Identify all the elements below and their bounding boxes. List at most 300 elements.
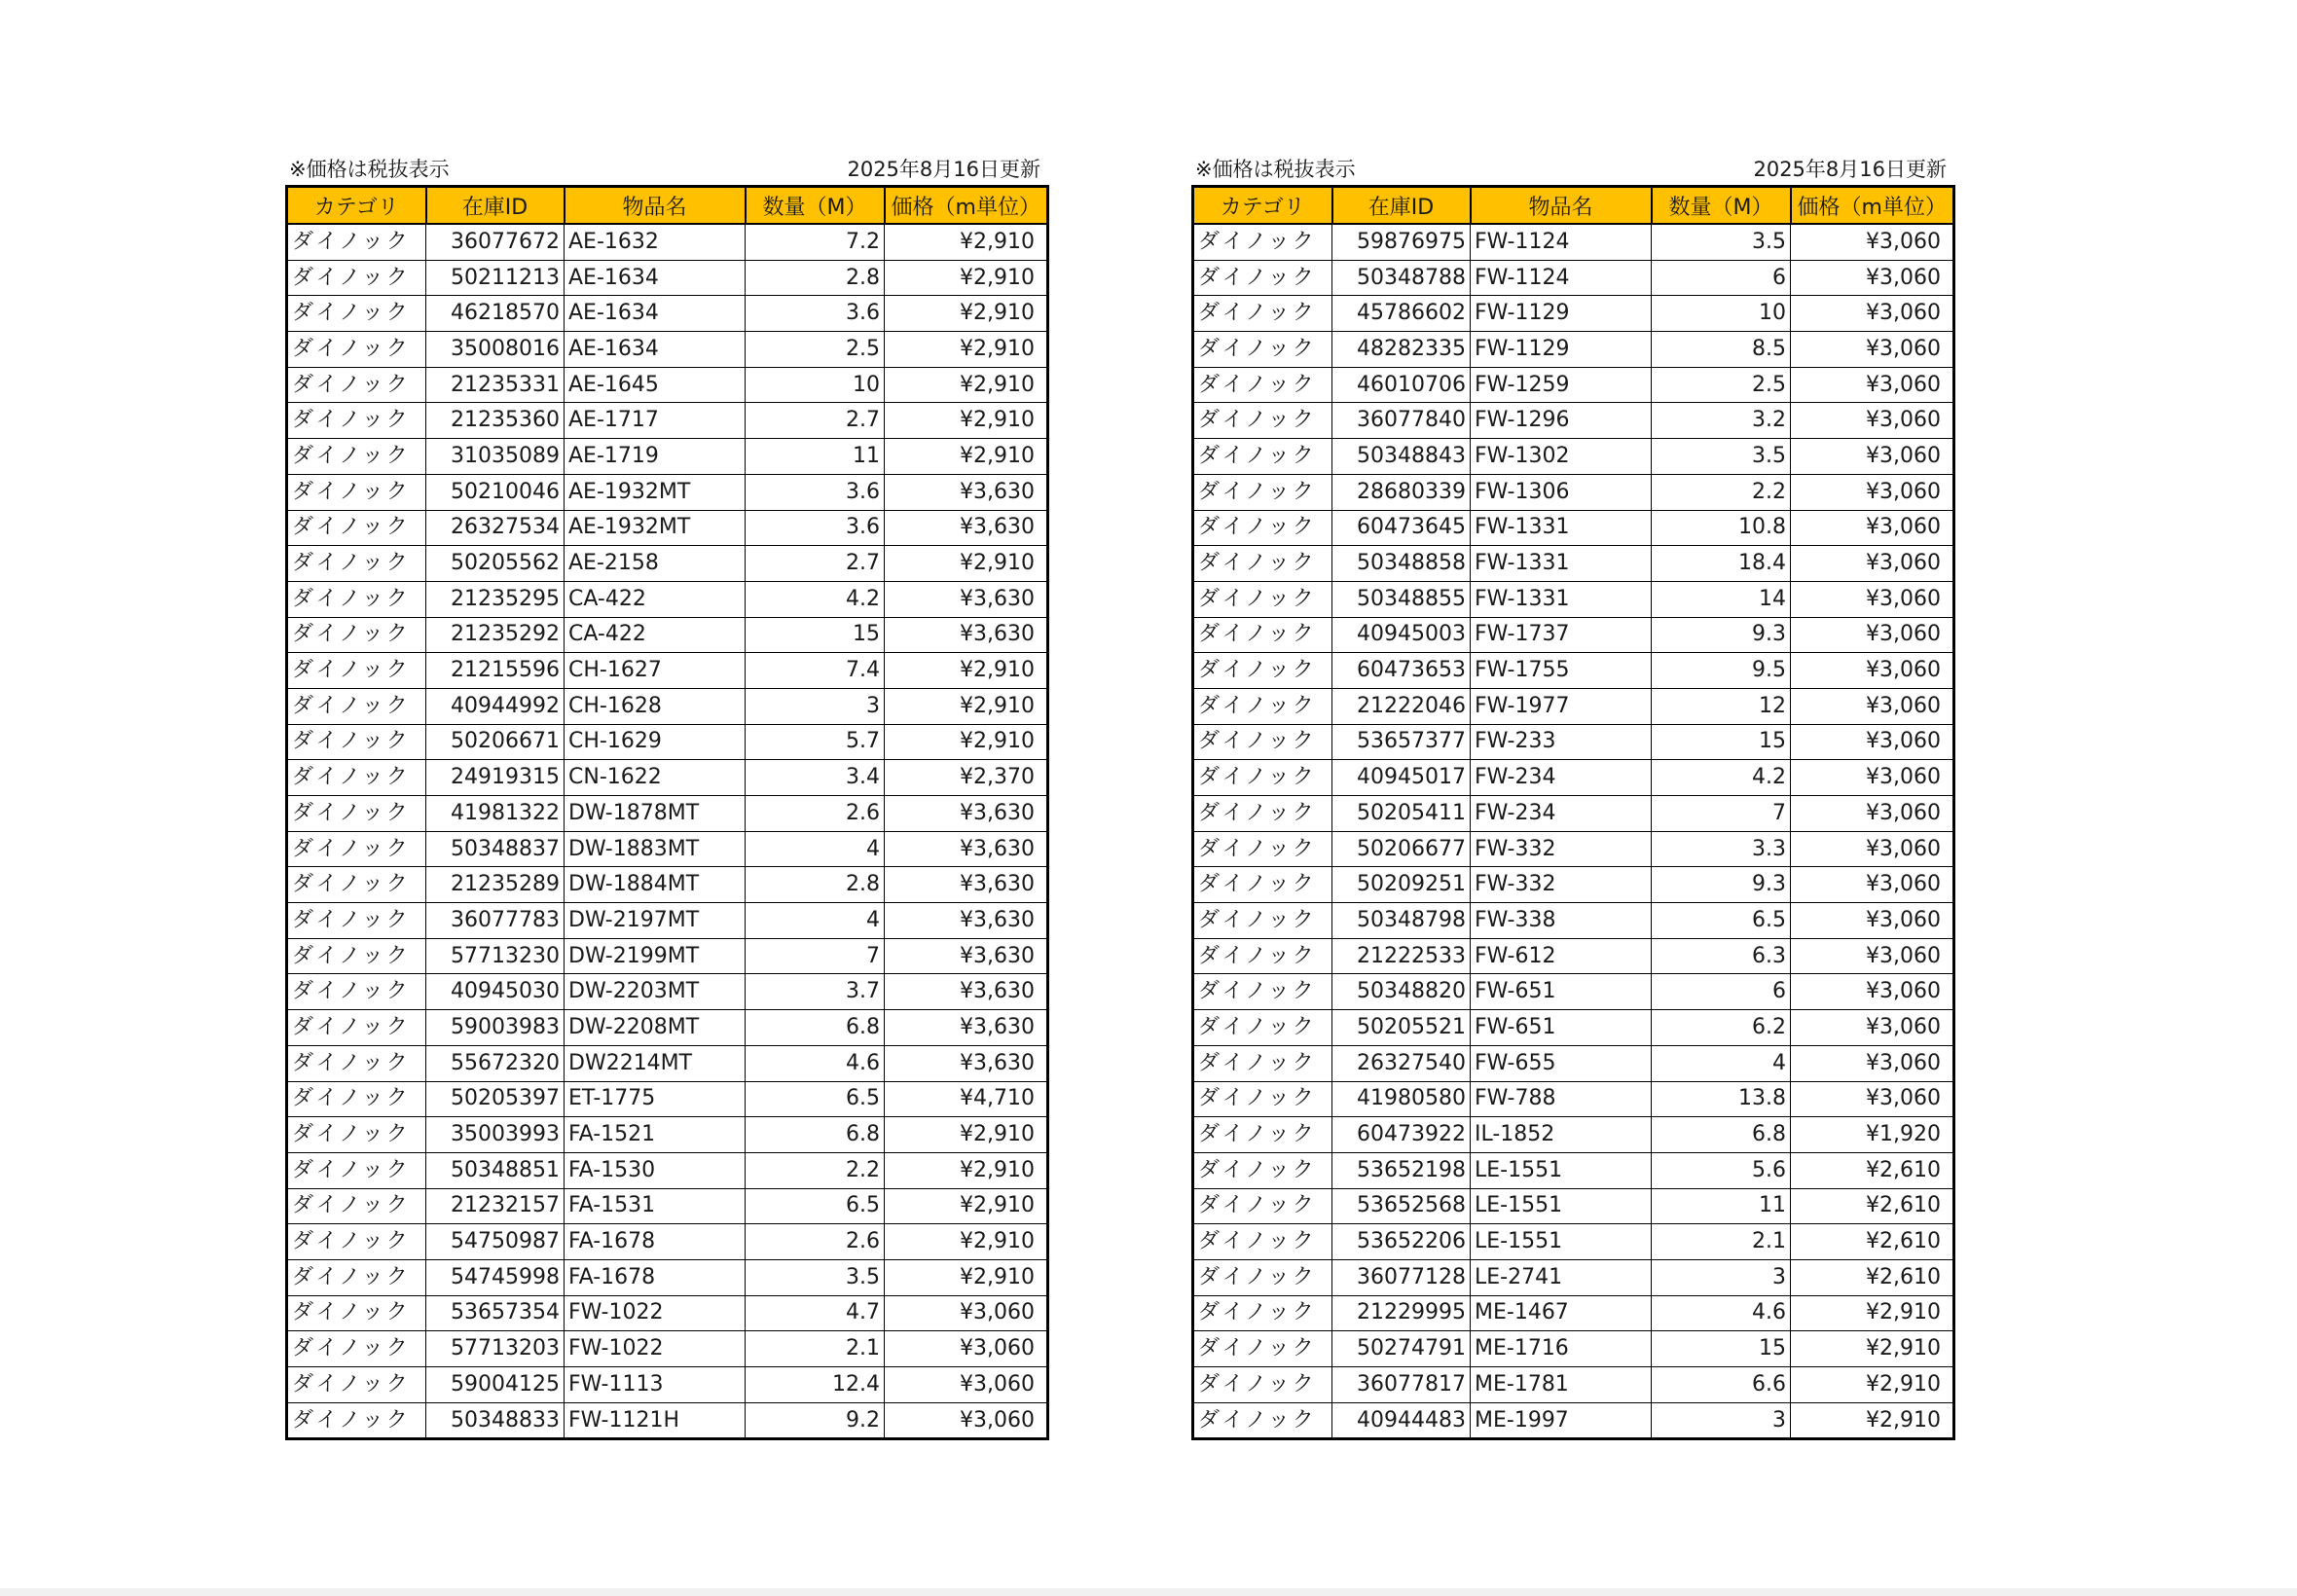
cell-item-name: FW-651 <box>1471 974 1652 1010</box>
cell-category: ダイノック <box>287 724 426 760</box>
cell-category: ダイノック <box>1193 367 1332 403</box>
cell-price: ¥3,060 <box>885 1331 1048 1367</box>
table-row <box>287 474 1048 510</box>
cell-quantity: 12.4 <box>746 1367 885 1403</box>
table-row <box>287 1259 1048 1295</box>
cell-price: ¥3,060 <box>885 1367 1048 1403</box>
cell-category: ダイノック <box>1193 1152 1332 1188</box>
cell-price: ¥2,910 <box>885 403 1048 439</box>
cell-price: ¥2,610 <box>1791 1188 1954 1224</box>
table-row <box>1193 1367 1954 1403</box>
table-row <box>287 581 1048 617</box>
table-row <box>287 1117 1048 1153</box>
table-row <box>287 796 1048 832</box>
table-row <box>287 1152 1048 1188</box>
cell-quantity: 6.5 <box>746 1081 885 1117</box>
cell-category: ダイノック <box>1193 1045 1332 1081</box>
cell-category: ダイノック <box>287 831 426 867</box>
cell-item-name: FW-1296 <box>1471 403 1652 439</box>
cell-stock-id: 46218570 <box>426 296 565 332</box>
cell-quantity: 6.8 <box>746 1010 885 1046</box>
cell-quantity: 6.5 <box>1652 903 1791 939</box>
cell-price: ¥3,060 <box>1791 903 1954 939</box>
cell-stock-id: 36077817 <box>1332 1367 1471 1403</box>
cell-quantity: 2.2 <box>1652 474 1791 510</box>
cell-price: ¥2,910 <box>885 367 1048 403</box>
table-row <box>287 831 1048 867</box>
cell-price: ¥2,910 <box>885 1259 1048 1295</box>
cell-category: ダイノック <box>1193 546 1332 582</box>
cell-category: ダイノック <box>287 546 426 582</box>
cell-quantity: 11 <box>1652 1188 1791 1224</box>
cell-stock-id: 36077672 <box>426 224 565 260</box>
cell-quantity: 18.4 <box>1652 546 1791 582</box>
cell-category: ダイノック <box>1193 688 1332 724</box>
cell-item-name: CN-1622 <box>565 760 746 796</box>
cell-stock-id: 50348858 <box>1332 546 1471 582</box>
cell-stock-id: 26327534 <box>426 510 565 546</box>
cell-quantity: 3 <box>746 688 885 724</box>
cell-stock-id: 46010706 <box>1332 367 1471 403</box>
cell-quantity: 9.3 <box>1652 617 1791 653</box>
cell-stock-id: 31035089 <box>426 439 565 475</box>
table-row <box>1193 617 1954 653</box>
cell-item-name: CA-422 <box>565 581 746 617</box>
cell-quantity: 3 <box>1652 1402 1791 1439</box>
cell-quantity: 2.8 <box>746 867 885 903</box>
cell-price: ¥3,630 <box>885 831 1048 867</box>
cell-price: ¥3,630 <box>885 474 1048 510</box>
page-bottom-strip <box>0 1588 2297 1596</box>
cell-stock-id: 54745998 <box>426 1259 565 1295</box>
cell-item-name: FW-234 <box>1471 796 1652 832</box>
table-row <box>1193 796 1954 832</box>
cell-stock-id: 59003983 <box>426 1010 565 1046</box>
cell-item-name: FW-1331 <box>1471 581 1652 617</box>
table-row <box>287 403 1048 439</box>
cell-price: ¥2,910 <box>1791 1295 1954 1331</box>
cell-item-name: AE-1632 <box>565 224 746 260</box>
cell-category: ダイノック <box>287 1081 426 1117</box>
cell-stock-id: 24919315 <box>426 760 565 796</box>
cell-quantity: 4 <box>746 831 885 867</box>
table-row <box>1193 1010 1954 1046</box>
cell-category: ダイノック <box>1193 831 1332 867</box>
cell-category: ダイノック <box>287 510 426 546</box>
cell-stock-id: 59004125 <box>426 1367 565 1403</box>
cell-item-name: FW-1129 <box>1471 296 1652 332</box>
cell-category: ダイノック <box>287 653 426 689</box>
table-row <box>287 1224 1048 1260</box>
cell-quantity: 9.5 <box>1652 653 1791 689</box>
cell-stock-id: 50206677 <box>1332 831 1471 867</box>
cell-category: ダイノック <box>287 938 426 974</box>
cell-category: ダイノック <box>1193 260 1332 296</box>
cell-item-name: FW-1124 <box>1471 260 1652 296</box>
cell-stock-id: 60473922 <box>1332 1117 1471 1153</box>
table-row <box>287 367 1048 403</box>
cell-price: ¥2,610 <box>1791 1224 1954 1260</box>
table-row <box>1193 653 1954 689</box>
cell-category: ダイノック <box>287 796 426 832</box>
cell-item-name: FW-1331 <box>1471 546 1652 582</box>
cell-quantity: 6.2 <box>1652 1010 1791 1046</box>
cell-quantity: 4.6 <box>1652 1295 1791 1331</box>
cell-category: ダイノック <box>287 581 426 617</box>
cell-item-name: FW-655 <box>1471 1045 1652 1081</box>
cell-category: ダイノック <box>287 1152 426 1188</box>
cell-quantity: 4 <box>1652 1045 1791 1081</box>
cell-price: ¥3,060 <box>885 1295 1048 1331</box>
cell-stock-id: 53652568 <box>1332 1188 1471 1224</box>
header-quantity: 数量（M） <box>746 187 885 225</box>
cell-quantity: 15 <box>1652 724 1791 760</box>
cell-item-name: FA-1678 <box>565 1224 746 1260</box>
table-row <box>287 724 1048 760</box>
cell-category: ダイノック <box>287 296 426 332</box>
cell-item-name: FW-234 <box>1471 760 1652 796</box>
cell-stock-id: 50348788 <box>1332 260 1471 296</box>
cell-item-name: DW-2203MT <box>565 974 746 1010</box>
cell-item-name: FW-332 <box>1471 831 1652 867</box>
cell-item-name: AE-1634 <box>565 296 746 332</box>
cell-item-name: LE-1551 <box>1471 1224 1652 1260</box>
tax-note: ※価格は税抜表示 <box>289 158 450 181</box>
tax-note: ※価格は税抜表示 <box>1195 158 1356 181</box>
cell-price: ¥3,630 <box>885 903 1048 939</box>
cell-quantity: 3.3 <box>1652 831 1791 867</box>
cell-quantity: 5.6 <box>1652 1152 1791 1188</box>
table-row <box>287 1188 1048 1224</box>
cell-price: ¥3,630 <box>885 581 1048 617</box>
cell-quantity: 13.8 <box>1652 1081 1791 1117</box>
cell-quantity: 9.2 <box>746 1402 885 1439</box>
cell-price: ¥3,060 <box>1791 867 1954 903</box>
cell-category: ダイノック <box>1193 760 1332 796</box>
cell-quantity: 4.2 <box>746 581 885 617</box>
cell-item-name: DW2214MT <box>565 1045 746 1081</box>
sheet-header <box>1191 152 1952 185</box>
table-row <box>287 974 1048 1010</box>
cell-item-name: AE-1634 <box>565 332 746 368</box>
cell-stock-id: 35008016 <box>426 332 565 368</box>
cell-stock-id: 40945017 <box>1332 760 1471 796</box>
cell-category: ダイノック <box>1193 439 1332 475</box>
cell-category: ダイノック <box>1193 1010 1332 1046</box>
cell-quantity: 3.5 <box>746 1259 885 1295</box>
cell-price: ¥3,630 <box>885 1010 1048 1046</box>
cell-item-name: DW-1878MT <box>565 796 746 832</box>
cell-price: ¥2,910 <box>885 1224 1048 1260</box>
cell-category: ダイノック <box>287 1010 426 1046</box>
cell-item-name: LE-1551 <box>1471 1152 1652 1188</box>
cell-price: ¥2,910 <box>885 1152 1048 1188</box>
cell-category: ダイノック <box>287 760 426 796</box>
cell-quantity: 3.2 <box>1652 403 1791 439</box>
cell-item-name: ET-1775 <box>565 1081 746 1117</box>
header-row <box>287 187 1048 225</box>
cell-category: ダイノック <box>1193 938 1332 974</box>
table-row <box>1193 403 1954 439</box>
cell-item-name: FW-1977 <box>1471 688 1652 724</box>
cell-category: ダイノック <box>287 474 426 510</box>
table-row <box>1193 903 1954 939</box>
cell-quantity: 10 <box>746 367 885 403</box>
cell-quantity: 3.6 <box>746 510 885 546</box>
inventory-sheet-right <box>1191 152 1952 1440</box>
cell-price: ¥3,630 <box>885 938 1048 974</box>
cell-stock-id: 35003993 <box>426 1117 565 1153</box>
cell-item-name: AE-1932MT <box>565 474 746 510</box>
cell-stock-id: 21222533 <box>1332 938 1471 974</box>
cell-quantity: 3.5 <box>1652 224 1791 260</box>
cell-quantity: 2.8 <box>746 260 885 296</box>
cell-price: ¥2,910 <box>1791 1402 1954 1439</box>
table-row <box>1193 938 1954 974</box>
cell-item-name: FW-1259 <box>1471 367 1652 403</box>
cell-stock-id: 21235292 <box>426 617 565 653</box>
cell-price: ¥3,060 <box>1791 332 1954 368</box>
cell-quantity: 4.2 <box>1652 760 1791 796</box>
cell-category: ダイノック <box>1193 1117 1332 1153</box>
cell-item-name: FW-1306 <box>1471 474 1652 510</box>
cell-item-name: FW-233 <box>1471 724 1652 760</box>
cell-stock-id: 36077840 <box>1332 403 1471 439</box>
table-row <box>1193 974 1954 1010</box>
cell-quantity: 2.2 <box>746 1152 885 1188</box>
cell-quantity: 6 <box>1652 260 1791 296</box>
cell-quantity: 2.5 <box>746 332 885 368</box>
cell-stock-id: 21232157 <box>426 1188 565 1224</box>
cell-stock-id: 41981322 <box>426 796 565 832</box>
cell-quantity: 4.7 <box>746 1295 885 1331</box>
cell-item-name: AE-1717 <box>565 403 746 439</box>
cell-quantity: 2.6 <box>746 796 885 832</box>
table-row <box>287 546 1048 582</box>
inventory-table <box>285 185 1049 1440</box>
cell-item-name: FW-1113 <box>565 1367 746 1403</box>
table-row <box>1193 831 1954 867</box>
cell-category: ダイノック <box>1193 1188 1332 1224</box>
cell-quantity: 7.4 <box>746 653 885 689</box>
cell-category: ダイノック <box>287 617 426 653</box>
cell-item-name: FW-1121H <box>565 1402 746 1439</box>
cell-stock-id: 50348820 <box>1332 974 1471 1010</box>
table-row <box>1193 224 1954 260</box>
cell-item-name: FW-1124 <box>1471 224 1652 260</box>
cell-quantity: 2.7 <box>746 403 885 439</box>
cell-price: ¥3,060 <box>1791 617 1954 653</box>
cell-stock-id: 53652198 <box>1332 1152 1471 1188</box>
cell-quantity: 2.7 <box>746 546 885 582</box>
cell-item-name: ME-1781 <box>1471 1367 1652 1403</box>
cell-stock-id: 21235360 <box>426 403 565 439</box>
cell-price: ¥3,060 <box>1791 510 1954 546</box>
cell-item-name: LE-2741 <box>1471 1259 1652 1295</box>
cell-stock-id: 50205411 <box>1332 796 1471 832</box>
cell-stock-id: 21215596 <box>426 653 565 689</box>
table-row <box>287 1081 1048 1117</box>
cell-stock-id: 53657377 <box>1332 724 1471 760</box>
cell-quantity: 14 <box>1652 581 1791 617</box>
table-row <box>287 1402 1048 1439</box>
table-row <box>1193 439 1954 475</box>
table-row <box>1193 1045 1954 1081</box>
cell-category: ダイノック <box>287 403 426 439</box>
cell-price: ¥3,060 <box>1791 760 1954 796</box>
cell-item-name: FA-1531 <box>565 1188 746 1224</box>
cell-quantity: 11 <box>746 439 885 475</box>
cell-category: ダイノック <box>287 1295 426 1331</box>
cell-quantity: 3.4 <box>746 760 885 796</box>
cell-category: ダイノック <box>287 1402 426 1439</box>
cell-item-name: ME-1716 <box>1471 1331 1652 1367</box>
cell-item-name: DW-1883MT <box>565 831 746 867</box>
cell-stock-id: 21222046 <box>1332 688 1471 724</box>
cell-quantity: 6.3 <box>1652 938 1791 974</box>
cell-category: ダイノック <box>1193 724 1332 760</box>
header-stock-id: 在庫ID <box>1332 187 1471 225</box>
cell-price: ¥3,060 <box>1791 938 1954 974</box>
cell-price: ¥3,060 <box>1791 260 1954 296</box>
table-row <box>1193 1081 1954 1117</box>
cell-quantity: 3.6 <box>746 296 885 332</box>
cell-stock-id: 54750987 <box>426 1224 565 1260</box>
table-row <box>287 688 1048 724</box>
cell-stock-id: 50206671 <box>426 724 565 760</box>
updated-date: 2025年8月16日更新 <box>847 158 1040 181</box>
cell-quantity: 6.6 <box>1652 1367 1791 1403</box>
cell-item-name: DW-1884MT <box>565 867 746 903</box>
table-row <box>1193 332 1954 368</box>
cell-price: ¥3,060 <box>885 1402 1048 1439</box>
cell-category: ダイノック <box>287 1224 426 1260</box>
cell-item-name: DW-2197MT <box>565 903 746 939</box>
cell-stock-id: 60473653 <box>1332 653 1471 689</box>
cell-stock-id: 55672320 <box>426 1045 565 1081</box>
table-row <box>1193 724 1954 760</box>
cell-category: ダイノック <box>287 688 426 724</box>
cell-item-name: FW-788 <box>1471 1081 1652 1117</box>
cell-category: ダイノック <box>287 1045 426 1081</box>
cell-price: ¥3,060 <box>1791 831 1954 867</box>
cell-price: ¥1,920 <box>1791 1117 1954 1153</box>
cell-category: ダイノック <box>287 1259 426 1295</box>
cell-quantity: 2.1 <box>746 1331 885 1367</box>
cell-stock-id: 50205562 <box>426 546 565 582</box>
cell-stock-id: 50205397 <box>426 1081 565 1117</box>
table-row <box>1193 510 1954 546</box>
table-row <box>287 617 1048 653</box>
cell-item-name: FW-1331 <box>1471 510 1652 546</box>
cell-price: ¥3,060 <box>1791 546 1954 582</box>
table-row <box>1193 546 1954 582</box>
cell-stock-id: 21229995 <box>1332 1295 1471 1331</box>
table-row <box>1193 1224 1954 1260</box>
cell-price: ¥2,910 <box>885 439 1048 475</box>
header-price: 価格（m単位） <box>885 187 1048 225</box>
cell-quantity: 5.7 <box>746 724 885 760</box>
cell-category: ダイノック <box>1193 653 1332 689</box>
cell-stock-id: 59876975 <box>1332 224 1471 260</box>
cell-item-name: AE-1645 <box>565 367 746 403</box>
cell-price: ¥3,060 <box>1791 1081 1954 1117</box>
table-row <box>287 224 1048 260</box>
cell-item-name: FA-1530 <box>565 1152 746 1188</box>
table-row <box>287 260 1048 296</box>
cell-price: ¥2,910 <box>885 546 1048 582</box>
table-row <box>1193 1295 1954 1331</box>
cell-stock-id: 50348798 <box>1332 903 1471 939</box>
cell-stock-id: 28680339 <box>1332 474 1471 510</box>
cell-quantity: 2.6 <box>746 1224 885 1260</box>
cell-stock-id: 48282335 <box>1332 332 1471 368</box>
cell-stock-id: 21235331 <box>426 367 565 403</box>
table-row <box>1193 1259 1954 1295</box>
header-stock-id: 在庫ID <box>426 187 565 225</box>
cell-price: ¥3,060 <box>1791 1045 1954 1081</box>
cell-stock-id: 57713203 <box>426 1331 565 1367</box>
cell-price: ¥2,910 <box>885 332 1048 368</box>
cell-price: ¥2,910 <box>885 260 1048 296</box>
inventory-table <box>1191 185 1955 1440</box>
cell-item-name: FW-651 <box>1471 1010 1652 1046</box>
sheet-header <box>285 152 1046 185</box>
table-row <box>1193 1188 1954 1224</box>
cell-price: ¥3,060 <box>1791 581 1954 617</box>
header-category: カテゴリ <box>287 187 426 225</box>
cell-item-name: DW-2199MT <box>565 938 746 974</box>
cell-price: ¥2,910 <box>885 653 1048 689</box>
cell-item-name: AE-1719 <box>565 439 746 475</box>
table-row <box>287 332 1048 368</box>
cell-category: ダイノック <box>1193 974 1332 1010</box>
header-row <box>1193 187 1954 225</box>
cell-category: ダイノック <box>1193 796 1332 832</box>
cell-stock-id: 57713230 <box>426 938 565 974</box>
cell-item-name: FW-1737 <box>1471 617 1652 653</box>
cell-quantity: 9.3 <box>1652 867 1791 903</box>
cell-price: ¥3,630 <box>885 1045 1048 1081</box>
cell-stock-id: 41980580 <box>1332 1081 1471 1117</box>
table-row <box>1193 1331 1954 1367</box>
cell-price: ¥2,610 <box>1791 1152 1954 1188</box>
cell-stock-id: 50210046 <box>426 474 565 510</box>
cell-stock-id: 40945030 <box>426 974 565 1010</box>
cell-category: ダイノック <box>287 1331 426 1367</box>
table-row <box>287 1331 1048 1367</box>
table-row <box>287 439 1048 475</box>
cell-price: ¥3,060 <box>1791 367 1954 403</box>
cell-category: ダイノック <box>1193 1081 1332 1117</box>
cell-price: ¥2,910 <box>885 1117 1048 1153</box>
table-row <box>287 1010 1048 1046</box>
header-item-name: 物品名 <box>565 187 746 225</box>
cell-price: ¥3,060 <box>1791 796 1954 832</box>
cell-item-name: FA-1521 <box>565 1117 746 1153</box>
cell-price: ¥2,910 <box>885 688 1048 724</box>
cell-stock-id: 21235289 <box>426 867 565 903</box>
cell-quantity: 6.8 <box>746 1117 885 1153</box>
cell-category: ダイノック <box>287 260 426 296</box>
cell-price: ¥3,060 <box>1791 688 1954 724</box>
cell-item-name: CH-1629 <box>565 724 746 760</box>
cell-stock-id: 40944483 <box>1332 1402 1471 1439</box>
cell-category: ダイノック <box>287 867 426 903</box>
cell-item-name: CH-1627 <box>565 653 746 689</box>
cell-item-name: CA-422 <box>565 617 746 653</box>
cell-item-name: ME-1997 <box>1471 1402 1652 1439</box>
